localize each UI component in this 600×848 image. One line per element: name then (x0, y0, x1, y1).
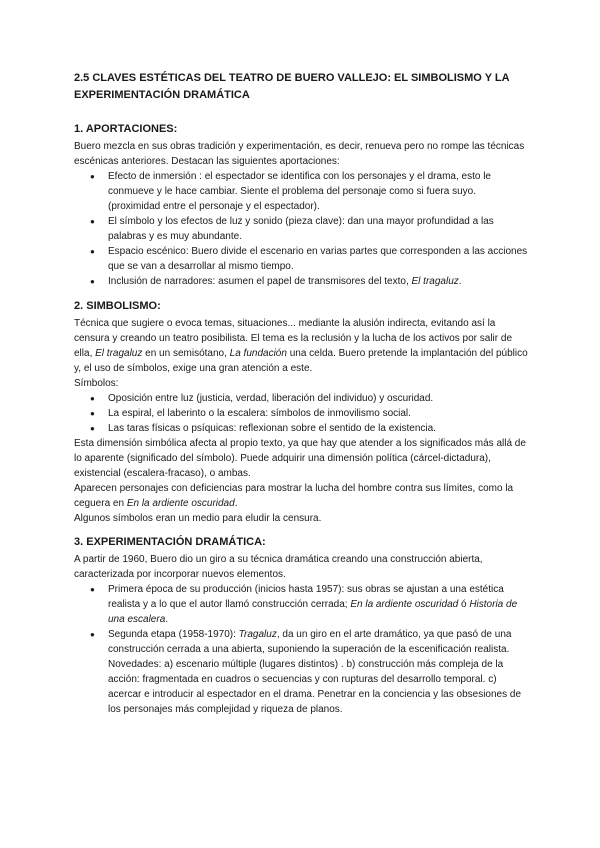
simbolos-list (74, 391, 528, 436)
personajes-paragraph: Aparecen personajes con deficiencias para mostrar la lucha del hombre contra sus límites, como la ceguera en En la ardiente oscuridad. (74, 483, 514, 509)
document-title: 2.5 CLAVES ESTÉTICAS DEL TEATRO DE BUERO VALLEJO: EL SIMBOLISMO Y LA EXPERIMENTACIÓN DRAMÁTICA (74, 72, 510, 101)
bullet-icon: ● (90, 409, 95, 418)
etapas-list (74, 582, 528, 717)
censura-paragraph: Algunos símbolos eran un medio para eludir la censura. (74, 513, 322, 524)
list-item: ● Espacio escénico: Buero divide el escenario en varias partes que corresponden a las acciones que se van a desarrollar al mismo tiempo. (90, 246, 528, 272)
section-heading-experimentacion: 3. EXPERIMENTACIÓN DRAMÁTICA: (74, 536, 266, 548)
list-item: ● Primera época de su producción (inicios hasta 1957): sus obras se ajustan a una estética realista y a lo que el autor llamó construcción cerrada; En la ardiente oscuridad ó Historia de una escalera. (90, 584, 518, 625)
list-item: ● El símbolo y los efectos de luz y sonido (pieza clave): dan una mayor profundidad a las palabras y es muy abundante. (90, 216, 494, 242)
list-item: ● Las taras físicas o psíquicas: reflexionan sobre el sentido de la existencia. (90, 423, 436, 434)
list-item: ● Segunda etapa (1958-1970): Tragaluz, da un giro en el arte dramático, ya que pasó de una construcción cerrada a una abierta, suponiendo la superación de la escenificación realista. Novedades: a) escenario múltiple (lugares distintos) . b) construcción más compleja de la acción: fragmentada en cuadros o secuencias y con rupturas del desarrollo temporal. c) acercar e introducir al espectador en el drama. Penetrar en la conciencia y las obsesiones de los personajes más complejidad y riqueza de planos. (90, 629, 522, 715)
bullet-icon: ● (90, 585, 95, 594)
list-item: ● Efecto de inmersión : el espectador se identifica con los personajes y el drama, esto le conmueve y le hace cambiar. Siente el problema del personaje como si fuera suyo. (proximidad entre el personaje y el espectador). (90, 171, 491, 212)
bullet-icon: ● (90, 394, 95, 403)
dimension-simbolica-paragraph: Esta dimensión simbólica afecta al propio texto, ya que hay que atender a los significados más allá de lo aparente (significado del símbolo). Puede adquirir una dimensión política (cárcel-dictadura), existencial (escalera-fracaso), o ambas. (74, 438, 526, 479)
bullet-icon: ● (90, 277, 95, 286)
bullet-icon: ● (90, 424, 95, 433)
list-item: ● Inclusión de narradores: asumen el papel de transmisores del texto, El tragaluz. (90, 276, 462, 287)
aportaciones-list (74, 169, 528, 289)
bullet-icon: ● (90, 630, 95, 639)
experimentacion-intro: A partir de 1960, Buero dio un giro a su técnica dramática creando una construcción abierta, caracterizada por incorporar nuevos elementos. (74, 554, 483, 580)
section-heading-simbolismo: 2. SIMBOLISMO: (74, 300, 161, 312)
list-item: ● Oposición entre luz (justicia, verdad, liberación del individuo) y oscuridad. (90, 393, 434, 404)
bullet-icon: ● (90, 172, 95, 181)
list-item: ● La espiral, el laberinto o la escalera: símbolos de inmovilismo social. (90, 408, 411, 419)
aportaciones-intro: Buero mezcla en sus obras tradición y experimentación, es decir, renueva pero no rompe las técnicas escénicas anteriores. Destacan las siguientes aportaciones: (74, 141, 525, 167)
section-heading-aportaciones: 1. APORTACIONES: (74, 123, 178, 135)
simbolos-label: Símbolos: (74, 378, 119, 389)
bullet-icon: ● (90, 217, 95, 226)
simbolismo-paragraph: Técnica que sugiere o evoca temas, situaciones... mediante la alusión indirecta, evitando así la censura y creando un teatro posibilista. El tema es la reclusión y la lucha de los activos por salir de ella, El tragaluz en un semisótano, La fundación una celda. Buero pretende la implantación del público y, el uso de símbolos, exige una gran atención a este. (74, 318, 528, 374)
bullet-icon: ● (90, 247, 95, 256)
